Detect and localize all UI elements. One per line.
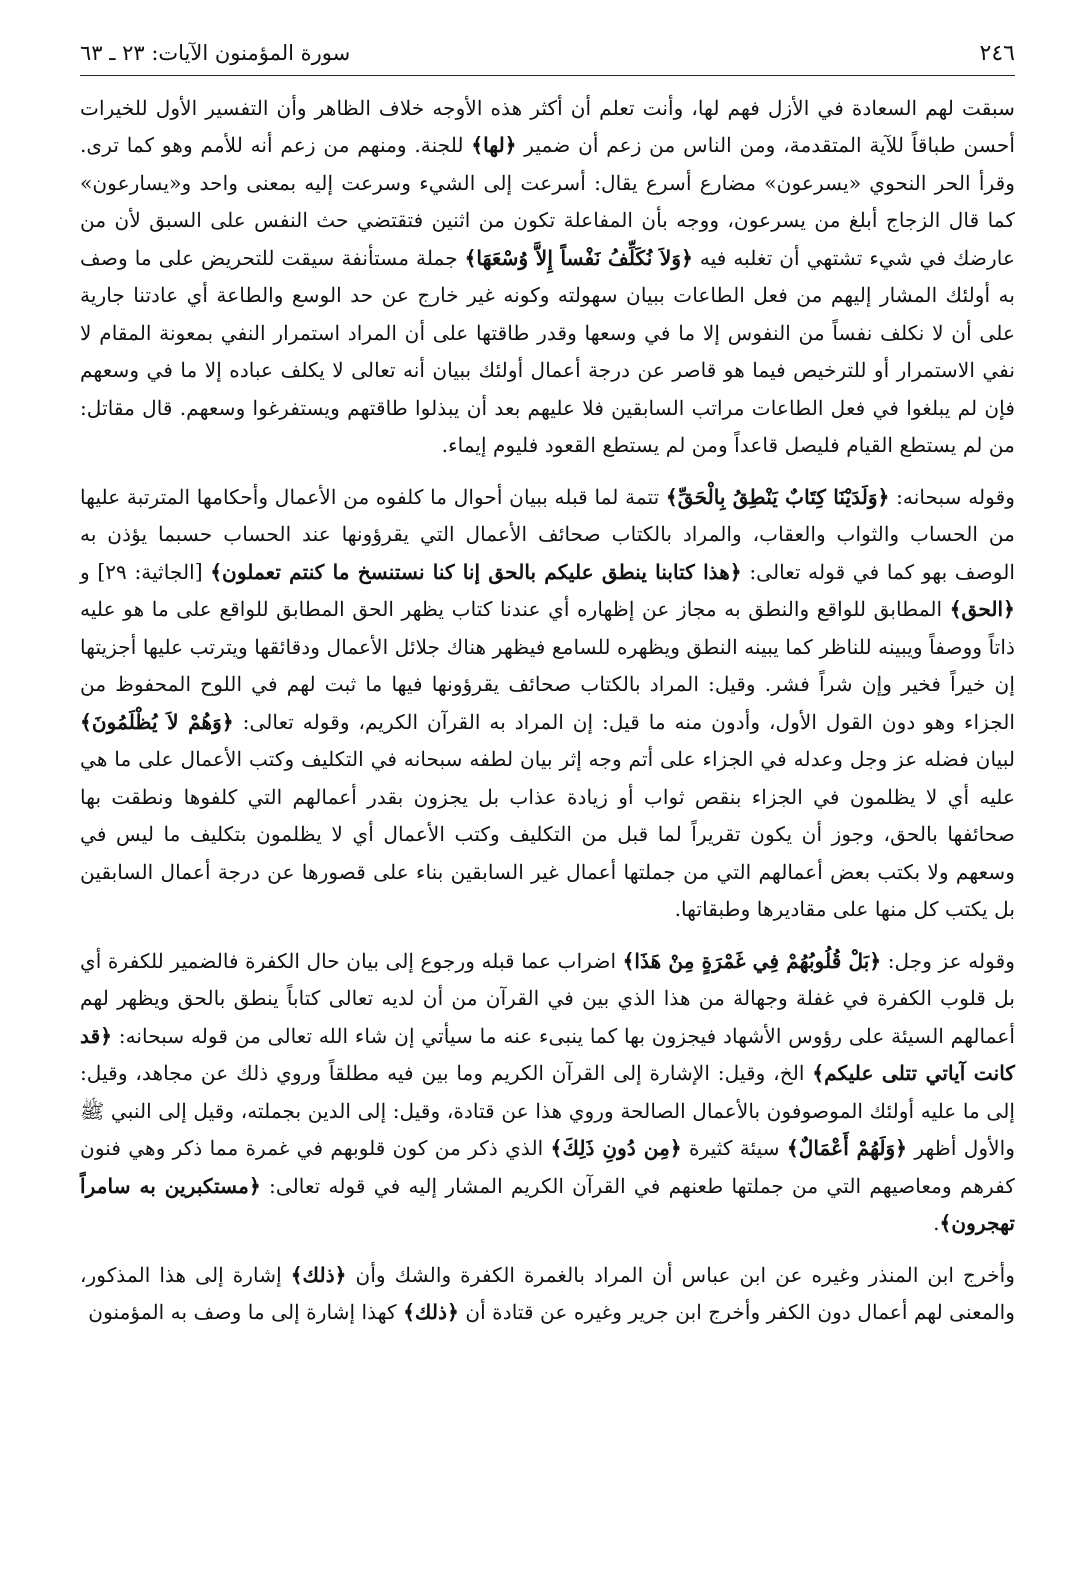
- running-title: سورة المؤمنون الآيات: ٢٣ ـ ٦٣: [80, 41, 351, 65]
- quran-quote: ﴿بَلْ قُلُوبُهُمْ فِي غَمْرَةٍ مِنْ هَذَا﴾: [622, 948, 882, 973]
- quran-quote: ﴿هذا كتابنا ينطق عليكم بالحق إنا كنا نستنسخ ما كنتم تعملون﴾: [210, 559, 742, 584]
- text-run: المطابق للواقع والنطق به مجاز عن إظهاره أي عندنا كتاب يظهر الحق المطابق للواقع على ما هو عليه ذاتاً ووصفاً ويبينه للناظر كما يبينه النطق ويظهره للسامع فيظهر هناك جلائل الأعمال ودقائقها ويترتب عليها أجزيتها إن خيراً فخير وإن شراً فشر. وقيل: المراد بالكتاب صحائف يقرؤونها فيها ما ثبت لهم في اللوح المحفوظ من الجزاء وهو دون القول الأول، وأدون منه ما قيل: إن المراد به القرآن الكريم، وقوله تعالى:: [80, 597, 1016, 734]
- quran-quote: ﴿الحق﴾: [949, 597, 1015, 622]
- text-run: وأخرج ابن المنذر وغيره عن ابن عباس أن المراد بالغمرة الكفرة والشك وأن: [346, 1262, 1016, 1287]
- text-run: جملة مستأنفة سيقت للتحريض على ما وصف به أولئك المشار إليهم من فعل الطاعات ببيان سهولته وكونه غير خارج عن حد الوسع والطاعة أي عادتنا جارية على أن لا نكلف نفساً من النفوس إلا ما في وسعها وقدر طاقتها على أن المراد استمرار النفي بمعونة المقام لا نفي الاستمرار أو للترخيص فيما هو قاصر عن درجة أعمال أولئك ببيان أنه تعالى لا يكلف عباده إلا ما في وسعهم فإن لم يبلغوا في فعل الطاعات مراتب السابقين فلا عليهم بعد أن يبذلوا طاقتهم ويستفرغوا وسعهم. قال مقاتل: من لم يستطع القيام فليصل قاعداً ومن لم يستطع القعود فليوم إيماء.: [80, 245, 1015, 458]
- text-run: اضراب عما قبله ورجوع إلى بيان حال الكفرة فالضمير للكفرة أي بل قلوب الكفرة في غفلة وجهالة من هذا الذي بين في القرآن من أن لديه تعالى كتاباً ينطق بالحق ويظهر لهم أعمالهم السيئة على رؤوس الأشهاد فيجزون بها كما ينبىء عنه ما سيأتي إن شاء الله تعالى من قوله سبحانه:: [80, 948, 1015, 1048]
- text-run: الخ، وقيل: الإشارة إلى القرآن الكريم وما بين فيه مطلقاً وروي ذلك عن مجاهد، وقيل: إلى ما عليه أولئك الموصوفون بالأعمال الصالحة وروي هذا عن قتادة، وقيل: إلى الدين بجملته، وقيل إلى النبي ﷺ والأول أظهر: [80, 1061, 1015, 1161]
- tafsir-body: [80, 90, 1015, 1332]
- quran-quote: ﴿مستكبرين به سامراً تهجرون﴾: [80, 1173, 1015, 1236]
- paragraph: [80, 1257, 1015, 1332]
- quran-quote: ﴿لها﴾: [471, 133, 517, 158]
- quran-quote: ﴿قد كانت آياتي تتلى عليكم﴾: [80, 1023, 1015, 1086]
- quran-quote: ﴿مِن دُونِ ذَلِكَ﴾: [550, 1136, 682, 1161]
- paragraph: [80, 943, 1015, 1243]
- text-run: كهذا إشارة إلى ما وصف به المؤمنون: [88, 1300, 404, 1325]
- page-header: [80, 40, 1015, 75]
- document-page: [80, 40, 1015, 1346]
- text-run: لبيان فضله عز وجل وعدله في الجزاء على أتم وجه إثر بيان لطفه سبحانه في التكليف وكتب الأعمال على ما هي عليه أي لا يظلمون في الجزاء بنقص ثواب أو زيادة عذاب بل يجزون بقدر أعمالهم التي كلفوها ونطقت بها صحائفها بالحق، وجوز أن يكون تقريراً لما قبل من التكليف وكتب الأعمال أي لا يظلمون بتكليف ما ليس في وسعهم ولا بكتب بعض أعمالهم التي من جملتها أعمال غير السابقين بناء على قصورها عن درجة أعمال السابقين بل يكتب كل منها على مقاديرها وطبقاتها.: [80, 747, 1015, 922]
- quran-quote: ﴿ذلك﴾: [290, 1262, 347, 1287]
- quran-quote: ﴿وَهُمْ لاَ يُظْلَمُونَ﴾: [80, 709, 234, 734]
- text-run: للجنة. ومنهم من زعم أنه للأمم وهو كما ترى. وقرأ الحر النحوي «يسرعون» مضارع أسرع يقال: أسرعت إلى الشيء وسرعت إليه بمعنى واحد و«يسارعون» كما قال الزجاج أبلغ من يسرعون، ووجه بأن المفاعلة تكون من اثنين فتقتضي حث النفس على السبق لأن من عارضك في شيء تشتهي أن تغلبه فيه: [80, 133, 1015, 270]
- quran-quote: ﴿ذلك﴾: [403, 1300, 459, 1325]
- text-run: تتمة لما قبله ببيان أحوال ما كلفوه من الأعمال وأحكامها المترتبة عليها من الحساب والثواب والعقاب، والمراد بالكتاب صحائف الأعمال التي يقرؤونها عند الحساب حسبما يؤذن به الوصف بهو كما في قوله تعالى:: [80, 484, 1015, 584]
- quran-quote: ﴿وَلاَ نُكَلِّفُ نَفْساً إِلاَّ وُسْعَهَا﴾: [464, 245, 693, 270]
- quran-quote: ﴿وَلَهُمْ أَعْمَالٌ﴾: [786, 1136, 908, 1161]
- quran-quote: ﴿وَلَدَيْنَا كِتَابٌ يَنْطِقُ بِالْحَقِّ﴾: [665, 484, 890, 509]
- paragraph: [80, 90, 1015, 465]
- text-run: إشارة إلى هذا المذكور، والمعنى لهم أعمال دون الكفر وأخرج ابن جرير وغيره عن قتادة أن: [80, 1262, 1015, 1325]
- text-run: سبقت لهم السعادة في الأزل فهم لها، وأنت تعلم أن أكثر هذه الأوجه خلاف الظاهر وأن التفسير الأول للخيرات أحسن طباقاً للآية المتقدمة، ومن الناس من زعم أن ضمير: [80, 95, 1016, 158]
- header-rule: [80, 75, 1015, 76]
- text-run: وقوله عز وجل:: [881, 948, 1015, 973]
- text-run: .: [933, 1211, 940, 1236]
- text-run: الذي ذكر من كون قلوبهم في غمرة مما ذكر وهي فنون كفرهم ومعاصيهم التي من جملتها طعنهم في القرآن الكريم المشار إليه في قوله تعالى:: [80, 1136, 1015, 1198]
- paragraph: [80, 479, 1015, 929]
- text-run: [الجاثية: ٢٩] و: [80, 559, 211, 584]
- text-run: وقوله سبحانه:: [889, 484, 1015, 509]
- text-run: سيئة كثيرة: [681, 1136, 787, 1161]
- page-number: ٢٤٦: [979, 41, 1015, 66]
